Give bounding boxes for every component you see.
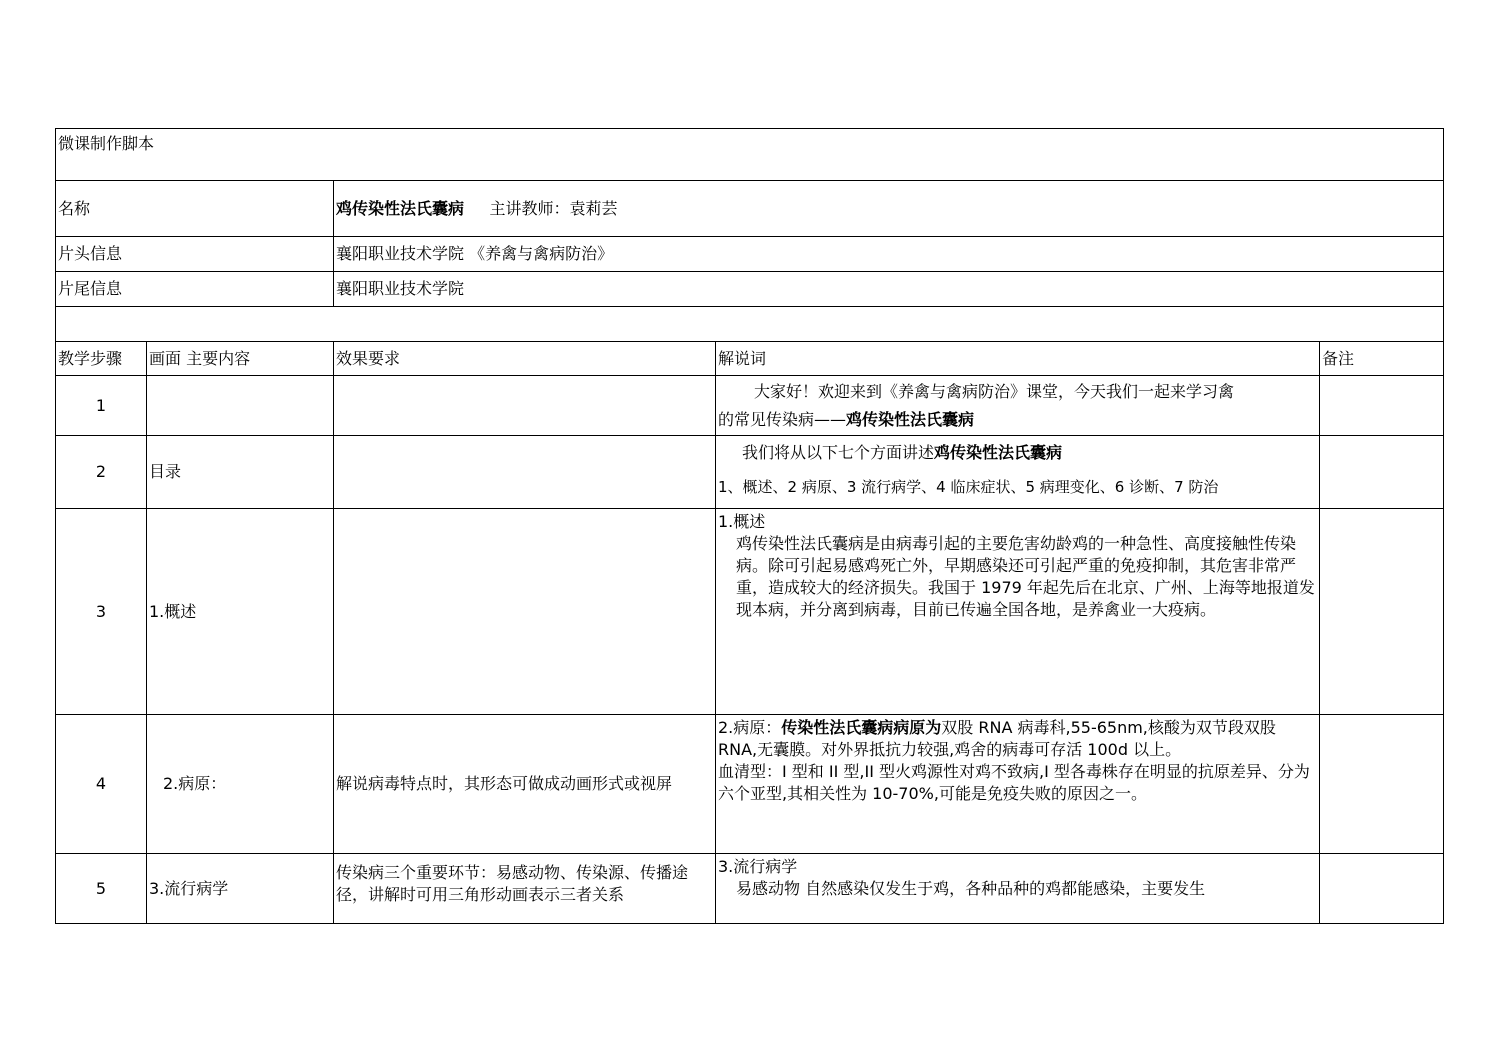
header-step: 教学步骤 — [56, 342, 147, 376]
table-row — [56, 715, 1444, 854]
doc-title-row — [56, 129, 1444, 181]
narration-cell — [716, 715, 1320, 854]
narration-cell — [716, 436, 1320, 509]
doc-title: 微课制作脚本 — [56, 129, 1444, 181]
table-row — [56, 854, 1444, 924]
scene-cell: 目录 — [147, 436, 334, 509]
course-name: 鸡传染性法氏囊病 — [336, 198, 465, 218]
narration-heading: 3.流行病学 — [718, 857, 798, 876]
narration-bold-text: 鸡传染性法氏囊病 — [934, 443, 1063, 462]
ending-label: 片尾信息 — [56, 272, 334, 307]
narration-text: 双股 RNA 病毒科,55-65nm,核酸为双节段双股 RNA,无囊膜。对外界抵抗力较强,鸡舍的病毒可存活 100d 以上。 — [718, 718, 1276, 759]
step-number: 1 — [56, 376, 147, 436]
ending-value: 襄阳职业技术学院 — [334, 272, 1444, 307]
spacer-cell — [56, 307, 1444, 342]
narration-cell — [716, 854, 1320, 924]
opening-value: 襄阳职业技术学院 《养禽与禽病防治》 — [334, 237, 1444, 272]
remark-cell — [1320, 854, 1444, 924]
opening-label: 片头信息 — [56, 237, 334, 272]
narration-bold-text: 传染性法氏囊病病原为 — [781, 718, 942, 737]
effect-cell — [334, 376, 716, 436]
header-row — [56, 342, 1444, 376]
name-value-cell — [334, 181, 1444, 237]
header-scene: 画面 主要内容 — [147, 342, 334, 376]
narration-line: 易感动物 自然感染仅发生于鸡，各种品种的鸡都能感染，主要发生 — [736, 879, 1206, 898]
table-row — [56, 376, 1444, 436]
script-page — [55, 128, 1443, 924]
narration-text: 的常见传染病—— — [718, 410, 847, 429]
narration-paragraph: 血清型：I 型和 II 型,II 型火鸡源性对鸡不致病,I 型各毒株存在明显的抗原差异、分为六个亚型,其相关性为 10-70%,可能是免疫失败的原因之一。 — [718, 762, 1310, 803]
name-label: 名称 — [56, 181, 334, 237]
narration-text: 2.病原： — [718, 718, 782, 737]
ending-row — [56, 272, 1444, 307]
scene-cell — [147, 376, 334, 436]
effect-cell — [334, 509, 716, 715]
scene-cell: 1.概述 — [147, 509, 334, 715]
remark-cell — [1320, 509, 1444, 715]
narration-body: 鸡传染性法氏囊病是由病毒引起的主要危害幼龄鸡的一种急性、高度接触性传染病。除可引起易感鸡死亡外，早期感染还可引起严重的免疫抑制，其危害非常严重，造成较大的经济损失。我国于 1979 年起先后在北京、广州、上海等地报道发现本病，并分离到病毒，目前已传遍全国各地，是养禽业一大疫病。 — [736, 534, 1315, 619]
narration-line: 大家好！欢迎来到《养禽与禽病防治》课堂，今天我们一起来学习禽 — [754, 382, 1235, 401]
scene-cell: 2.病原： — [147, 715, 334, 854]
step-number: 3 — [56, 509, 147, 715]
narration-paragraph — [718, 717, 1317, 761]
spacer-row — [56, 307, 1444, 342]
remark-cell — [1320, 376, 1444, 436]
header-effect: 效果要求 — [334, 342, 716, 376]
effect-cell — [334, 436, 716, 509]
name-row — [56, 181, 1444, 237]
narration-text: 我们将从以下七个方面讲述 — [742, 443, 935, 462]
narration-bold-text: 鸡传染性法氏囊病 — [846, 410, 975, 429]
remark-cell — [1320, 715, 1444, 854]
scene-cell: 3.流行病学 — [147, 854, 334, 924]
opening-row — [56, 237, 1444, 272]
narration-line — [718, 406, 1317, 434]
header-remark: 备注 — [1320, 342, 1444, 376]
step-number: 5 — [56, 854, 147, 924]
table-row — [56, 509, 1444, 715]
step-number: 4 — [56, 715, 147, 854]
effect-cell: 解说病毒特点时，其形态可做成动画形式或视屏 — [334, 715, 716, 854]
teacher-name: 主讲教师：袁莉芸 — [489, 198, 618, 218]
header-narration: 解说词 — [716, 342, 1320, 376]
narration-heading: 1.概述 — [718, 512, 766, 531]
effect-cell: 传染病三个重要环节：易感动物、传染源、传播途径，讲解时可用三角形动画表示三者关系 — [334, 854, 716, 924]
step-number: 2 — [56, 436, 147, 509]
table-row — [56, 436, 1444, 509]
narration-cell — [716, 376, 1320, 436]
micro-course-script-table — [55, 128, 1444, 924]
narration-line — [718, 436, 1317, 470]
narration-cell — [716, 509, 1320, 715]
remark-cell — [1320, 436, 1444, 509]
narration-line: 1、概述、2 病原、3 流行病学、4 临床症状、5 病理变化、6 诊断、7 防治 — [718, 478, 1219, 496]
